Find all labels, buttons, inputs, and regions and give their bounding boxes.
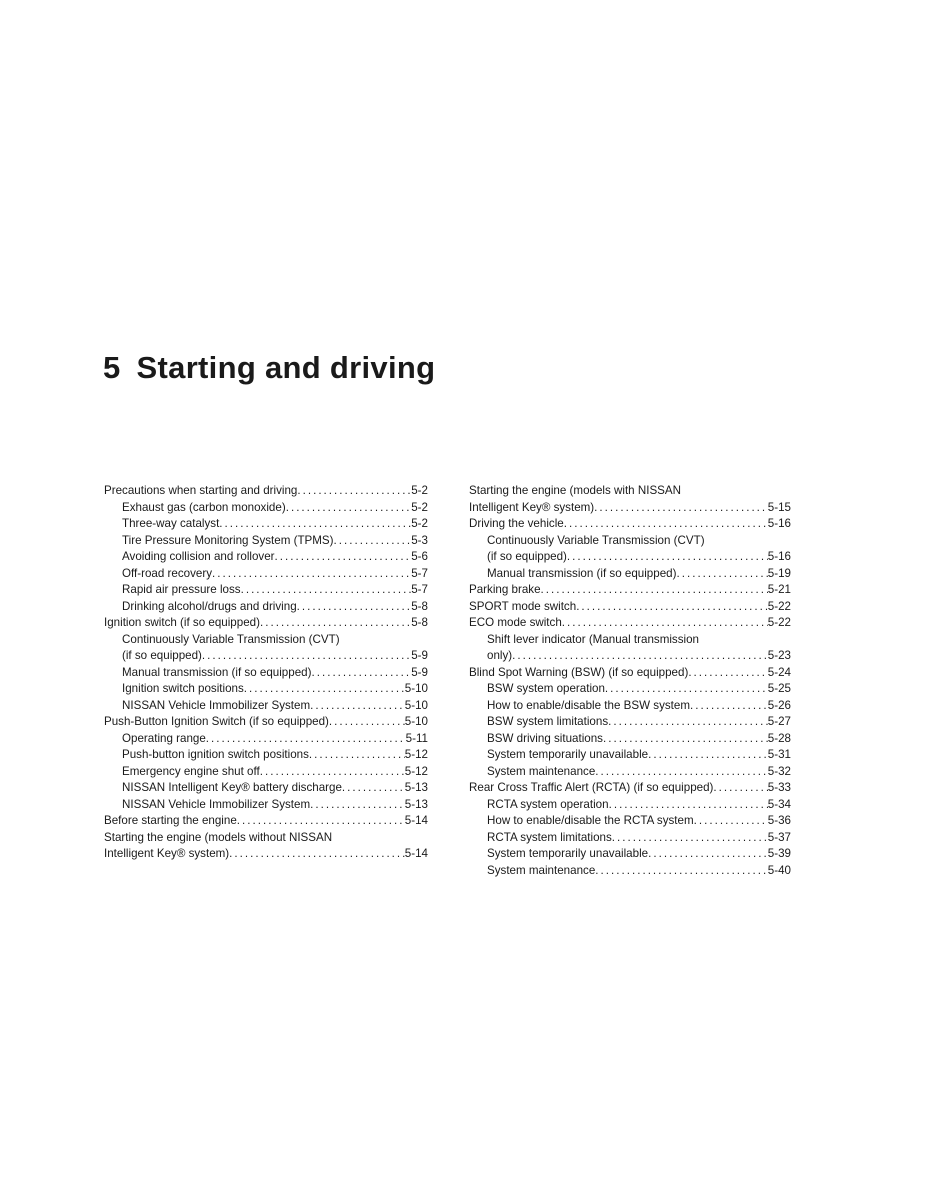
toc-entry[interactable]	[469, 698, 791, 715]
toc-entry-line	[122, 549, 428, 566]
dot-leader	[594, 500, 768, 517]
toc-entry[interactable]	[104, 698, 428, 715]
toc-entry-label: Exhaust gas (carbon monoxide)	[122, 500, 286, 514]
dot-leader	[286, 500, 412, 517]
dot-leader	[562, 615, 768, 632]
toc-entry-label: Three-way catalyst	[122, 517, 220, 530]
dot-leader	[713, 780, 767, 797]
toc-entry[interactable]	[469, 830, 791, 847]
toc-entry-line	[104, 813, 428, 830]
toc-entry-line	[469, 615, 791, 632]
toc-entry-label-line1: Continuously Variable Transmission (CVT)	[487, 533, 705, 547]
toc-entry-page: 5-12	[404, 764, 428, 778]
toc-entry-label: Tire Pressure Monitoring System (TPMS)	[122, 533, 334, 547]
toc-entry-line	[487, 714, 791, 731]
toc-entry-label: Driving the vehicle	[469, 517, 564, 530]
toc-entry-line	[469, 516, 791, 533]
toc-entry[interactable]	[104, 797, 428, 814]
dot-leader	[694, 813, 768, 830]
toc-entry-page: 5-10	[404, 698, 428, 712]
toc-entry-label: Parking brake	[469, 583, 541, 596]
toc-entry-line	[487, 698, 791, 715]
toc-right-column	[469, 483, 791, 879]
dot-leader	[608, 714, 768, 731]
toc-entry-page: 5-14	[404, 847, 428, 860]
toc-entry-page: 5-16	[767, 517, 791, 530]
toc-entry-line	[469, 500, 791, 517]
dot-leader	[206, 731, 406, 748]
dot-leader	[690, 698, 768, 715]
toc-entry-page: 5-2	[411, 484, 428, 497]
toc-entry-page: 5-7	[411, 583, 428, 596]
toc-entry[interactable]	[104, 731, 428, 748]
toc-entry[interactable]	[469, 731, 791, 748]
toc-entry[interactable]	[469, 599, 791, 616]
toc-entry[interactable]	[104, 780, 428, 797]
toc-entry[interactable]	[104, 813, 428, 830]
dot-leader	[605, 681, 768, 698]
toc-entry-line	[487, 764, 791, 781]
dot-leader	[512, 648, 768, 665]
toc-entry-label: Ignition switch positions	[122, 682, 244, 695]
toc-entry[interactable]	[104, 566, 428, 583]
toc-entry-label: System maintenance	[487, 764, 596, 778]
toc-entry[interactable]	[104, 830, 428, 863]
toc-entry-page: 5-14	[404, 814, 428, 827]
toc-entry-label: NISSAN Vehicle Immobilizer System	[122, 698, 311, 712]
toc-entry-label: only)	[487, 649, 513, 662]
toc-entry-label: System temporarily unavailable	[487, 748, 649, 761]
dot-leader	[212, 566, 411, 583]
toc-entry-page: 5-6	[411, 550, 428, 563]
toc-entry-line	[122, 648, 428, 665]
toc-entry-label: ECO mode switch	[469, 616, 562, 629]
toc-entry-line	[104, 846, 428, 863]
toc-entry-label: System temporarily unavailable	[487, 847, 649, 860]
dot-leader	[342, 780, 405, 797]
toc-entry-page: 5-11	[405, 731, 428, 745]
toc-entry-label: RCTA system limitations	[487, 830, 612, 844]
toc-entry-line	[469, 665, 791, 682]
dot-leader	[676, 566, 767, 583]
toc-entry-page: 5-23	[767, 649, 791, 662]
toc-entry[interactable]	[469, 780, 791, 797]
toc-entry-page: 5-33	[767, 781, 791, 794]
dot-leader	[329, 714, 405, 731]
toc-entry-line	[487, 846, 791, 863]
dot-leader	[648, 747, 768, 764]
dot-leader	[541, 582, 768, 599]
dot-leader	[202, 648, 411, 665]
toc-entry[interactable]	[469, 813, 791, 830]
toc-entry[interactable]	[469, 764, 791, 781]
toc-entry[interactable]	[104, 747, 428, 764]
toc-entry[interactable]	[469, 533, 791, 566]
toc-entry-label: Precautions when starting and driving	[104, 484, 298, 497]
toc-entry-page: 5-32	[767, 764, 791, 778]
dot-leader	[229, 846, 405, 863]
toc-entry[interactable]	[104, 483, 428, 500]
dot-leader	[564, 516, 768, 533]
toc-entry[interactable]	[104, 632, 428, 665]
toc-entry-page: 5-10	[404, 715, 428, 728]
toc-entry-line	[122, 533, 428, 550]
toc-entry-label-line1: Starting the engine (models without NISSAN	[104, 830, 333, 844]
toc-entry-page: 5-9	[411, 665, 428, 679]
toc-entry[interactable]	[469, 747, 791, 764]
toc-entry[interactable]	[104, 599, 428, 616]
toc-entry[interactable]	[469, 681, 791, 698]
toc-entry-label-line1: Starting the engine (models with NISSAN	[469, 484, 682, 497]
toc-entry-label: (if so equipped)	[487, 550, 567, 563]
toc-entry-label: Before starting the engine	[104, 814, 237, 827]
toc-entry-page: 5-13	[404, 781, 428, 794]
toc-entry-line	[487, 863, 791, 880]
toc-entry[interactable]	[469, 632, 791, 665]
toc-entry-label: Emergency engine shut off	[122, 764, 260, 778]
toc-entry-page: 5-25	[767, 682, 791, 695]
toc-entry-page: 5-34	[767, 797, 791, 811]
toc-entry-label: Avoiding collision and rollover	[122, 550, 275, 563]
toc-entry-line	[487, 648, 791, 665]
dot-leader	[334, 533, 412, 550]
toc-entry-page: 5-9	[411, 649, 428, 662]
dot-leader	[260, 615, 411, 632]
toc-entry-label: Ignition switch (if so equipped)	[104, 616, 260, 629]
toc-entry-label: SPORT mode switch	[469, 599, 577, 613]
toc-entry-label: NISSAN Vehicle Immobilizer System	[122, 797, 311, 811]
dot-leader	[576, 599, 768, 616]
toc-entry-line	[122, 516, 428, 533]
toc-entry-page: 5-15	[767, 500, 791, 514]
toc-entry-label: BSW system limitations	[487, 715, 609, 728]
toc-entry-line	[104, 615, 428, 632]
dot-leader	[275, 549, 412, 566]
dot-leader	[260, 764, 405, 781]
toc-entry-label: BSW driving situations	[487, 731, 603, 745]
toc-entry-label: Drinking alcohol/drugs and driving	[122, 599, 297, 613]
toc-entry-line	[487, 830, 791, 847]
toc-entry[interactable]	[469, 582, 791, 599]
dot-leader	[297, 599, 412, 616]
toc-entry-line	[487, 731, 791, 748]
toc-entry-line	[122, 665, 428, 682]
toc-entry-line	[487, 797, 791, 814]
toc-entry-page: 5-22	[767, 616, 791, 629]
toc-entry-line	[122, 582, 428, 599]
toc-entry-page: 5-37	[767, 830, 791, 844]
toc-entry-line	[469, 582, 791, 599]
toc-entry[interactable]	[469, 483, 791, 516]
toc-entry-line	[469, 599, 791, 616]
toc-entry-line	[487, 813, 791, 830]
chapter-number: 5	[103, 350, 121, 385]
toc-entry-page: 5-2	[411, 517, 428, 530]
toc-entry-line	[122, 780, 428, 797]
toc-entry-page: 5-8	[411, 599, 428, 613]
toc-entry-line	[469, 780, 791, 797]
dot-leader	[241, 582, 412, 599]
toc-entry[interactable]	[469, 566, 791, 583]
dot-leader	[595, 863, 768, 880]
dot-leader	[612, 830, 768, 847]
toc-entry-page: 5-3	[411, 533, 428, 547]
toc-entry-line	[122, 681, 428, 698]
toc-entry-label: How to enable/disable the RCTA system	[487, 814, 694, 827]
dot-leader	[609, 797, 768, 814]
toc-entry-page: 5-40	[767, 863, 791, 877]
toc-left-column	[104, 483, 428, 863]
toc-entry-page: 5-13	[404, 797, 428, 811]
dot-leader	[688, 665, 767, 682]
toc-entry-line	[104, 714, 428, 731]
toc-entry[interactable]	[469, 615, 791, 632]
toc-entry-line	[122, 698, 428, 715]
toc-entry-line	[487, 747, 791, 764]
toc-entry[interactable]	[469, 714, 791, 731]
toc-entry[interactable]	[104, 714, 428, 731]
toc-entry[interactable]	[469, 863, 791, 880]
toc-entry[interactable]	[104, 665, 428, 682]
dot-leader	[219, 516, 411, 533]
toc-entry-line	[122, 599, 428, 616]
toc-entry-line	[122, 797, 428, 814]
toc-entry-label: Manual transmission (if so equipped)	[487, 566, 677, 580]
toc-entry-label: RCTA system operation	[487, 797, 609, 811]
toc-entry-page: 5-22	[767, 599, 791, 613]
toc-entry-page: 5-19	[767, 566, 791, 580]
toc-entry-page: 5-7	[411, 566, 428, 580]
toc-entry-page: 5-8	[411, 616, 428, 629]
dot-leader	[297, 483, 411, 500]
toc-entry-label: Rear Cross Traffic Alert (RCTA) (if so equipped)	[469, 781, 714, 794]
toc-entry[interactable]	[104, 533, 428, 550]
toc-entry-page: 5-26	[767, 698, 791, 712]
dot-leader	[648, 846, 768, 863]
toc-entry-line	[122, 566, 428, 583]
toc-entry-line	[487, 549, 791, 566]
dot-leader	[595, 764, 768, 781]
toc-entry-page: 5-27	[767, 715, 791, 728]
toc-entry[interactable]	[469, 665, 791, 682]
toc-entry-label: Operating range	[122, 731, 206, 745]
toc-entry-page: 5-39	[767, 847, 791, 860]
toc-entry-label: Off-road recovery	[122, 566, 212, 580]
toc-entry-label: System maintenance	[487, 863, 596, 877]
dot-leader	[310, 698, 405, 715]
toc-entry-page: 5-31	[767, 748, 791, 761]
toc-entry-label: Intelligent Key® system)	[104, 847, 230, 860]
toc-entry-line	[487, 566, 791, 583]
toc-entry-page: 5-10	[404, 682, 428, 695]
toc-entry[interactable]	[469, 797, 791, 814]
toc-entry-line	[104, 483, 428, 500]
toc-entry-label: How to enable/disable the BSW system	[487, 698, 690, 712]
toc-entry[interactable]	[469, 516, 791, 533]
toc-entry-page: 5-36	[767, 814, 791, 827]
toc-entry-page: 5-28	[767, 731, 791, 745]
toc-entry-page: 5-2	[411, 500, 428, 514]
toc-entry-line	[487, 681, 791, 698]
toc-entry[interactable]	[104, 615, 428, 632]
toc-entry-line	[122, 500, 428, 517]
toc-entry-line	[122, 747, 428, 764]
toc-entry-page: 5-24	[767, 665, 791, 679]
dot-leader	[311, 665, 411, 682]
toc-entry-label: NISSAN Intelligent Key® battery discharge	[122, 781, 342, 794]
toc-entry[interactable]	[104, 549, 428, 566]
toc-entry[interactable]	[104, 516, 428, 533]
toc-entry-page: 5-21	[767, 583, 791, 596]
toc-entry-label: Push-Button Ignition Switch (if so equipped)	[104, 715, 329, 728]
dot-leader	[309, 747, 405, 764]
toc-entry-label: Push-button ignition switch positions	[122, 748, 309, 761]
toc-entry[interactable]	[104, 764, 428, 781]
dot-leader	[310, 797, 405, 814]
chapter-title	[103, 350, 435, 386]
dot-leader	[237, 813, 405, 830]
dot-leader	[244, 681, 405, 698]
toc-entry-label: BSW system operation	[487, 682, 605, 695]
dot-leader	[567, 549, 768, 566]
toc-entry-label-line1: Shift lever indicator (Manual transmission	[487, 632, 699, 646]
toc-entry-line	[122, 731, 428, 748]
toc-entry[interactable]	[104, 582, 428, 599]
toc-entry-label: (if so equipped)	[122, 649, 202, 662]
toc-entry-label-line1: Continuously Variable Transmission (CVT)	[122, 632, 340, 646]
toc-entry[interactable]	[469, 846, 791, 863]
toc-entry[interactable]	[104, 500, 428, 517]
toc-entry-label: Rapid air pressure loss	[122, 583, 241, 596]
toc-entry-page: 5-12	[404, 748, 428, 761]
toc-entry[interactable]	[104, 681, 428, 698]
toc-entry-page: 5-16	[767, 550, 791, 563]
toc-entry-label: Intelligent Key® system)	[469, 500, 595, 514]
dot-leader	[603, 731, 768, 748]
toc-entry-line	[122, 764, 428, 781]
toc-entry-label: Manual transmission (if so equipped)	[122, 665, 312, 679]
chapter-title-text: Starting and driving	[136, 350, 436, 385]
toc-entry-label: Blind Spot Warning (BSW) (if so equipped)	[469, 665, 689, 679]
